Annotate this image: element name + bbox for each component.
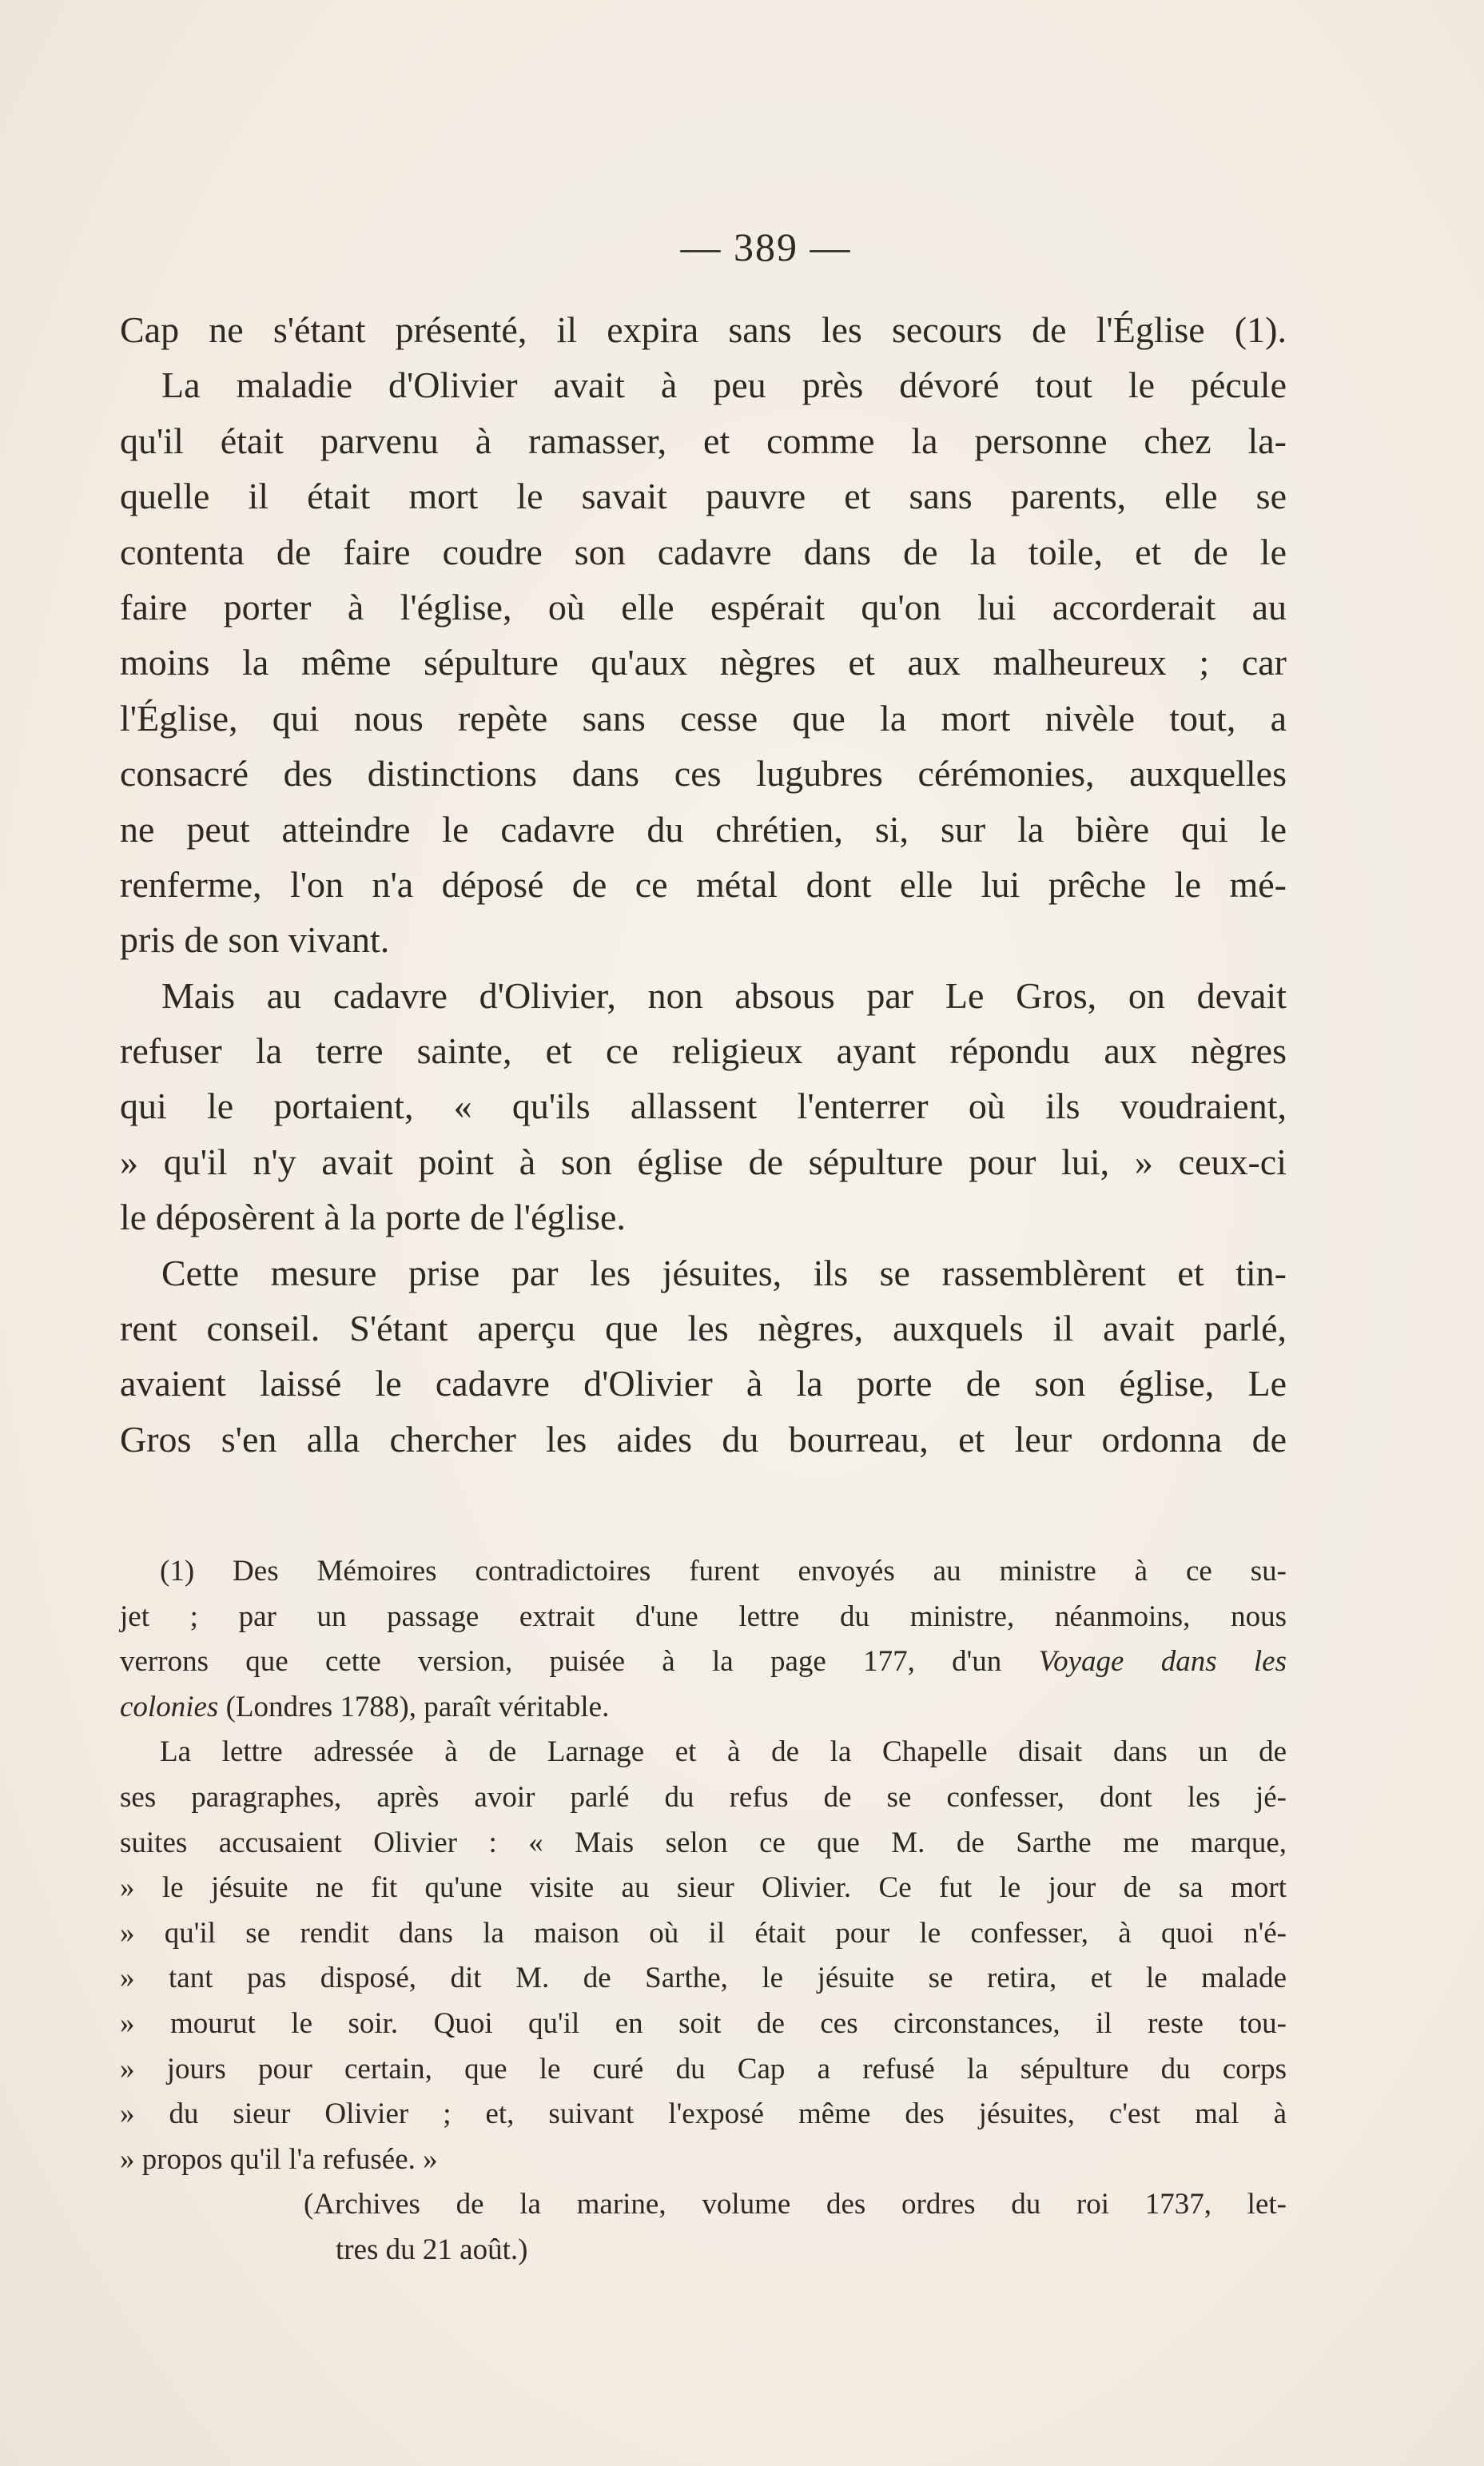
- body-line: » qu'il n'y avait point à son église de sépulture pour lui, » ceux-ci: [120, 1141, 1287, 1182]
- footnote-line: » le jésuite ne fit qu'une visite au sieur Olivier. Ce fut le jour de sa mort: [120, 1871, 1287, 1905]
- body-text: [120, 302, 1287, 1467]
- footnote-line: [120, 1639, 1287, 1685]
- footnote-source-line: (Archives de la marine, volume des ordres du roi 1737, let-: [304, 2188, 1287, 2221]
- footnote-line: » mourut le soir. Quoi qu'il en soit de ces circonstances, il reste tou-: [120, 2006, 1287, 2040]
- body-line: quelle il était mort le savait pauvre et sans parents, elle se: [120, 476, 1287, 517]
- body-line: consacré des distinctions dans ces lugubres cérémonies, auxquelles: [120, 753, 1287, 795]
- footnote-book-title: Voyage dans les: [1038, 1645, 1287, 1679]
- footnote-line: La lettre adressée à de Larnage et à de la Chapelle disait dans un de: [160, 1735, 1287, 1769]
- footnote-book-title-cont: colonies: [120, 1690, 219, 1723]
- footnote-line: [120, 1685, 1287, 1731]
- body-line: contenta de faire coudre son cadavre dans de la toile, et de le: [120, 531, 1287, 572]
- footnote-line: » propos qu'il l'a refusée. »: [120, 2142, 438, 2176]
- body-line: ne peut atteindre le cadavre du chrétien, si, sur la bière qui le: [120, 808, 1287, 850]
- footnote-text: (Londres 1788), paraît véritable.: [218, 1690, 610, 1723]
- footnote-line: » du sieur Olivier ; et, suivant l'exposé même des jésuites, c'est mal à: [120, 2097, 1287, 2131]
- footnote-line: suites accusaient Olivier : « Mais selon ce que M. de Sarthe me marque,: [120, 1826, 1287, 1859]
- footnote-line: (1) Des Mémoires contradictoires furent envoyés au ministre à ce su-: [160, 1555, 1287, 1588]
- body-line: l'Église, qui nous repète sans cesse que la mort nivèle tout, a: [120, 697, 1287, 739]
- footnote-text: verrons que cette version, puisée à la page 177, d'un: [120, 1645, 1039, 1679]
- page-number: — 389 —: [680, 225, 852, 269]
- body-line: renferme, l'on n'a déposé de ce métal dont elle lui prêche le mé-: [120, 863, 1287, 905]
- body-line: Cette mesure prise par les jésuites, ils se rassemblèrent et tin-: [161, 1252, 1287, 1293]
- footnote-line: ses paragraphes, après avoir parlé du refus de se confesser, dont les jé-: [120, 1780, 1287, 1814]
- footnote-line: » qu'il se rendit dans la maison où il était pour le confesser, à quoi n'é-: [120, 1916, 1287, 1950]
- body-line: rent conseil. S'étant aperçu que les nègres, auxquels il avait parlé,: [120, 1308, 1287, 1349]
- body-line: faire porter à l'église, où elle espérait qu'on lui accorderait au: [120, 586, 1287, 627]
- footnote-source-line: tres du 21 août.): [336, 2233, 528, 2266]
- body-line: moins la même sépulture qu'aux nègres et aux malheureux ; car: [120, 642, 1287, 683]
- footnotes: [120, 1549, 1287, 2273]
- body-line: le déposèrent à la porte de l'église.: [120, 1197, 626, 1238]
- body-line: pris de son vivant.: [120, 919, 390, 961]
- body-line: avaient laissé le cadavre d'Olivier à la porte de son église, Le: [120, 1363, 1287, 1404]
- body-line: qui le portaient, « qu'ils allassent l'enterrer où ils voudraient,: [120, 1086, 1287, 1127]
- body-line: Mais au cadavre d'Olivier, non absous par Le Gros, on devait: [161, 974, 1287, 1016]
- footnote-line: » tant pas disposé, dit M. de Sarthe, le jésuite se retira, et le malade: [120, 1962, 1287, 1995]
- body-line: qu'il était parvenu à ramasser, et comme la personne chez la-: [120, 420, 1287, 461]
- body-line: Gros s'en alla chercher les aides du bourreau, et leur ordonna de: [120, 1418, 1287, 1460]
- footnote-line: » jours pour certain, que le curé du Cap a refusé la sépulture du corps: [120, 2052, 1287, 2086]
- body-line: Cap ne s'étant présenté, il expira sans les secours de l'Église (1).: [120, 309, 1287, 350]
- footnote-line: jet ; par un passage extrait d'une lettre du ministre, néanmoins, nous: [120, 1600, 1287, 1633]
- body-line: refuser la terre sainte, et ce religieux ayant répondu aux nègres: [120, 1030, 1287, 1072]
- body-line: La maladie d'Olivier avait à peu près dévoré tout le pécule: [161, 365, 1287, 406]
